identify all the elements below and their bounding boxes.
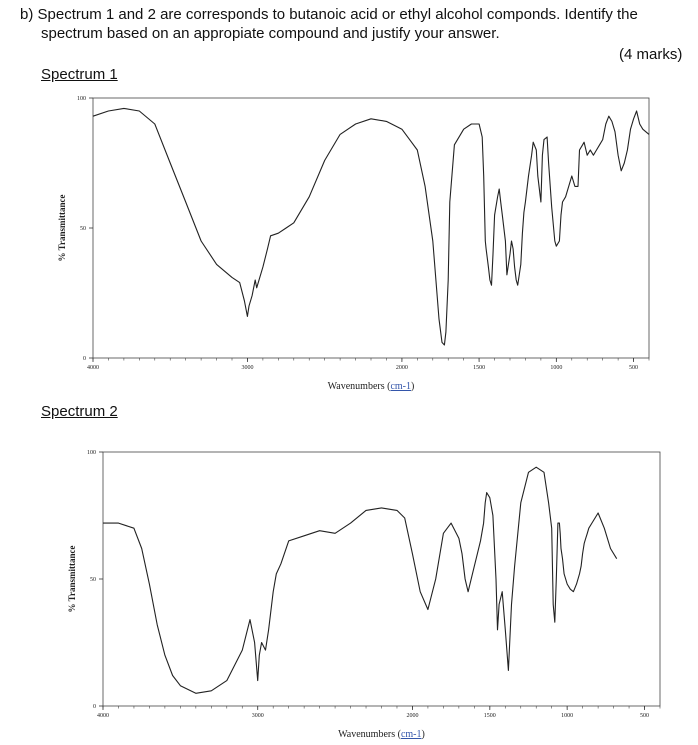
question-line-1: b) Spectrum 1 and 2 are corresponds to butanoic acid or ethyl alcohol componds. Identify the: [20, 6, 638, 23]
x-tick-label: 500: [629, 365, 639, 371]
x-tick-label: 500: [640, 713, 650, 719]
y-tick-label: 100: [77, 96, 86, 102]
x-tick-label: 1500: [483, 713, 496, 719]
y-axis-label: % Transmittance: [57, 194, 67, 262]
x-axis-label: Wavenumbers (cm-1): [338, 729, 425, 740]
plot-frame: [103, 452, 660, 706]
x-axis-label: Wavenumbers (cm-1): [327, 381, 415, 392]
spectrum-1-chart: [0, 88, 698, 398]
x-tick-label: 1000: [550, 365, 563, 371]
spectrum-2-heading: Spectrum 2: [41, 403, 118, 420]
spectrum-line: [103, 467, 617, 693]
x-tick-label: 1000: [561, 713, 574, 719]
x-tick-label: 4000: [87, 365, 99, 371]
y-tick-label: 0: [93, 704, 96, 710]
x-tick-label: 4000: [97, 713, 109, 719]
marks-label: (4 marks): [619, 46, 683, 63]
spectrum-1-heading: Spectrum 1: [41, 66, 118, 83]
x-tick-label: 1500: [473, 365, 486, 371]
y-axis-label: % Transmittance: [67, 545, 77, 613]
x-tick-label: 3000: [251, 713, 264, 719]
y-tick-label: 50: [90, 577, 96, 583]
x-tick-label: 2000: [395, 365, 408, 371]
plot-frame: [93, 98, 649, 358]
x-tick-label: 3000: [241, 365, 254, 371]
x-tick-label: 2000: [406, 713, 419, 719]
y-tick-label: 100: [87, 450, 96, 456]
question-line-2: spectrum based on an appropiate compound and justify your answer.: [41, 25, 500, 42]
y-tick-label: 0: [83, 356, 86, 362]
y-tick-label: 50: [80, 226, 86, 232]
spectrum-line: [93, 108, 649, 345]
spectrum-2-chart: [0, 442, 698, 745]
